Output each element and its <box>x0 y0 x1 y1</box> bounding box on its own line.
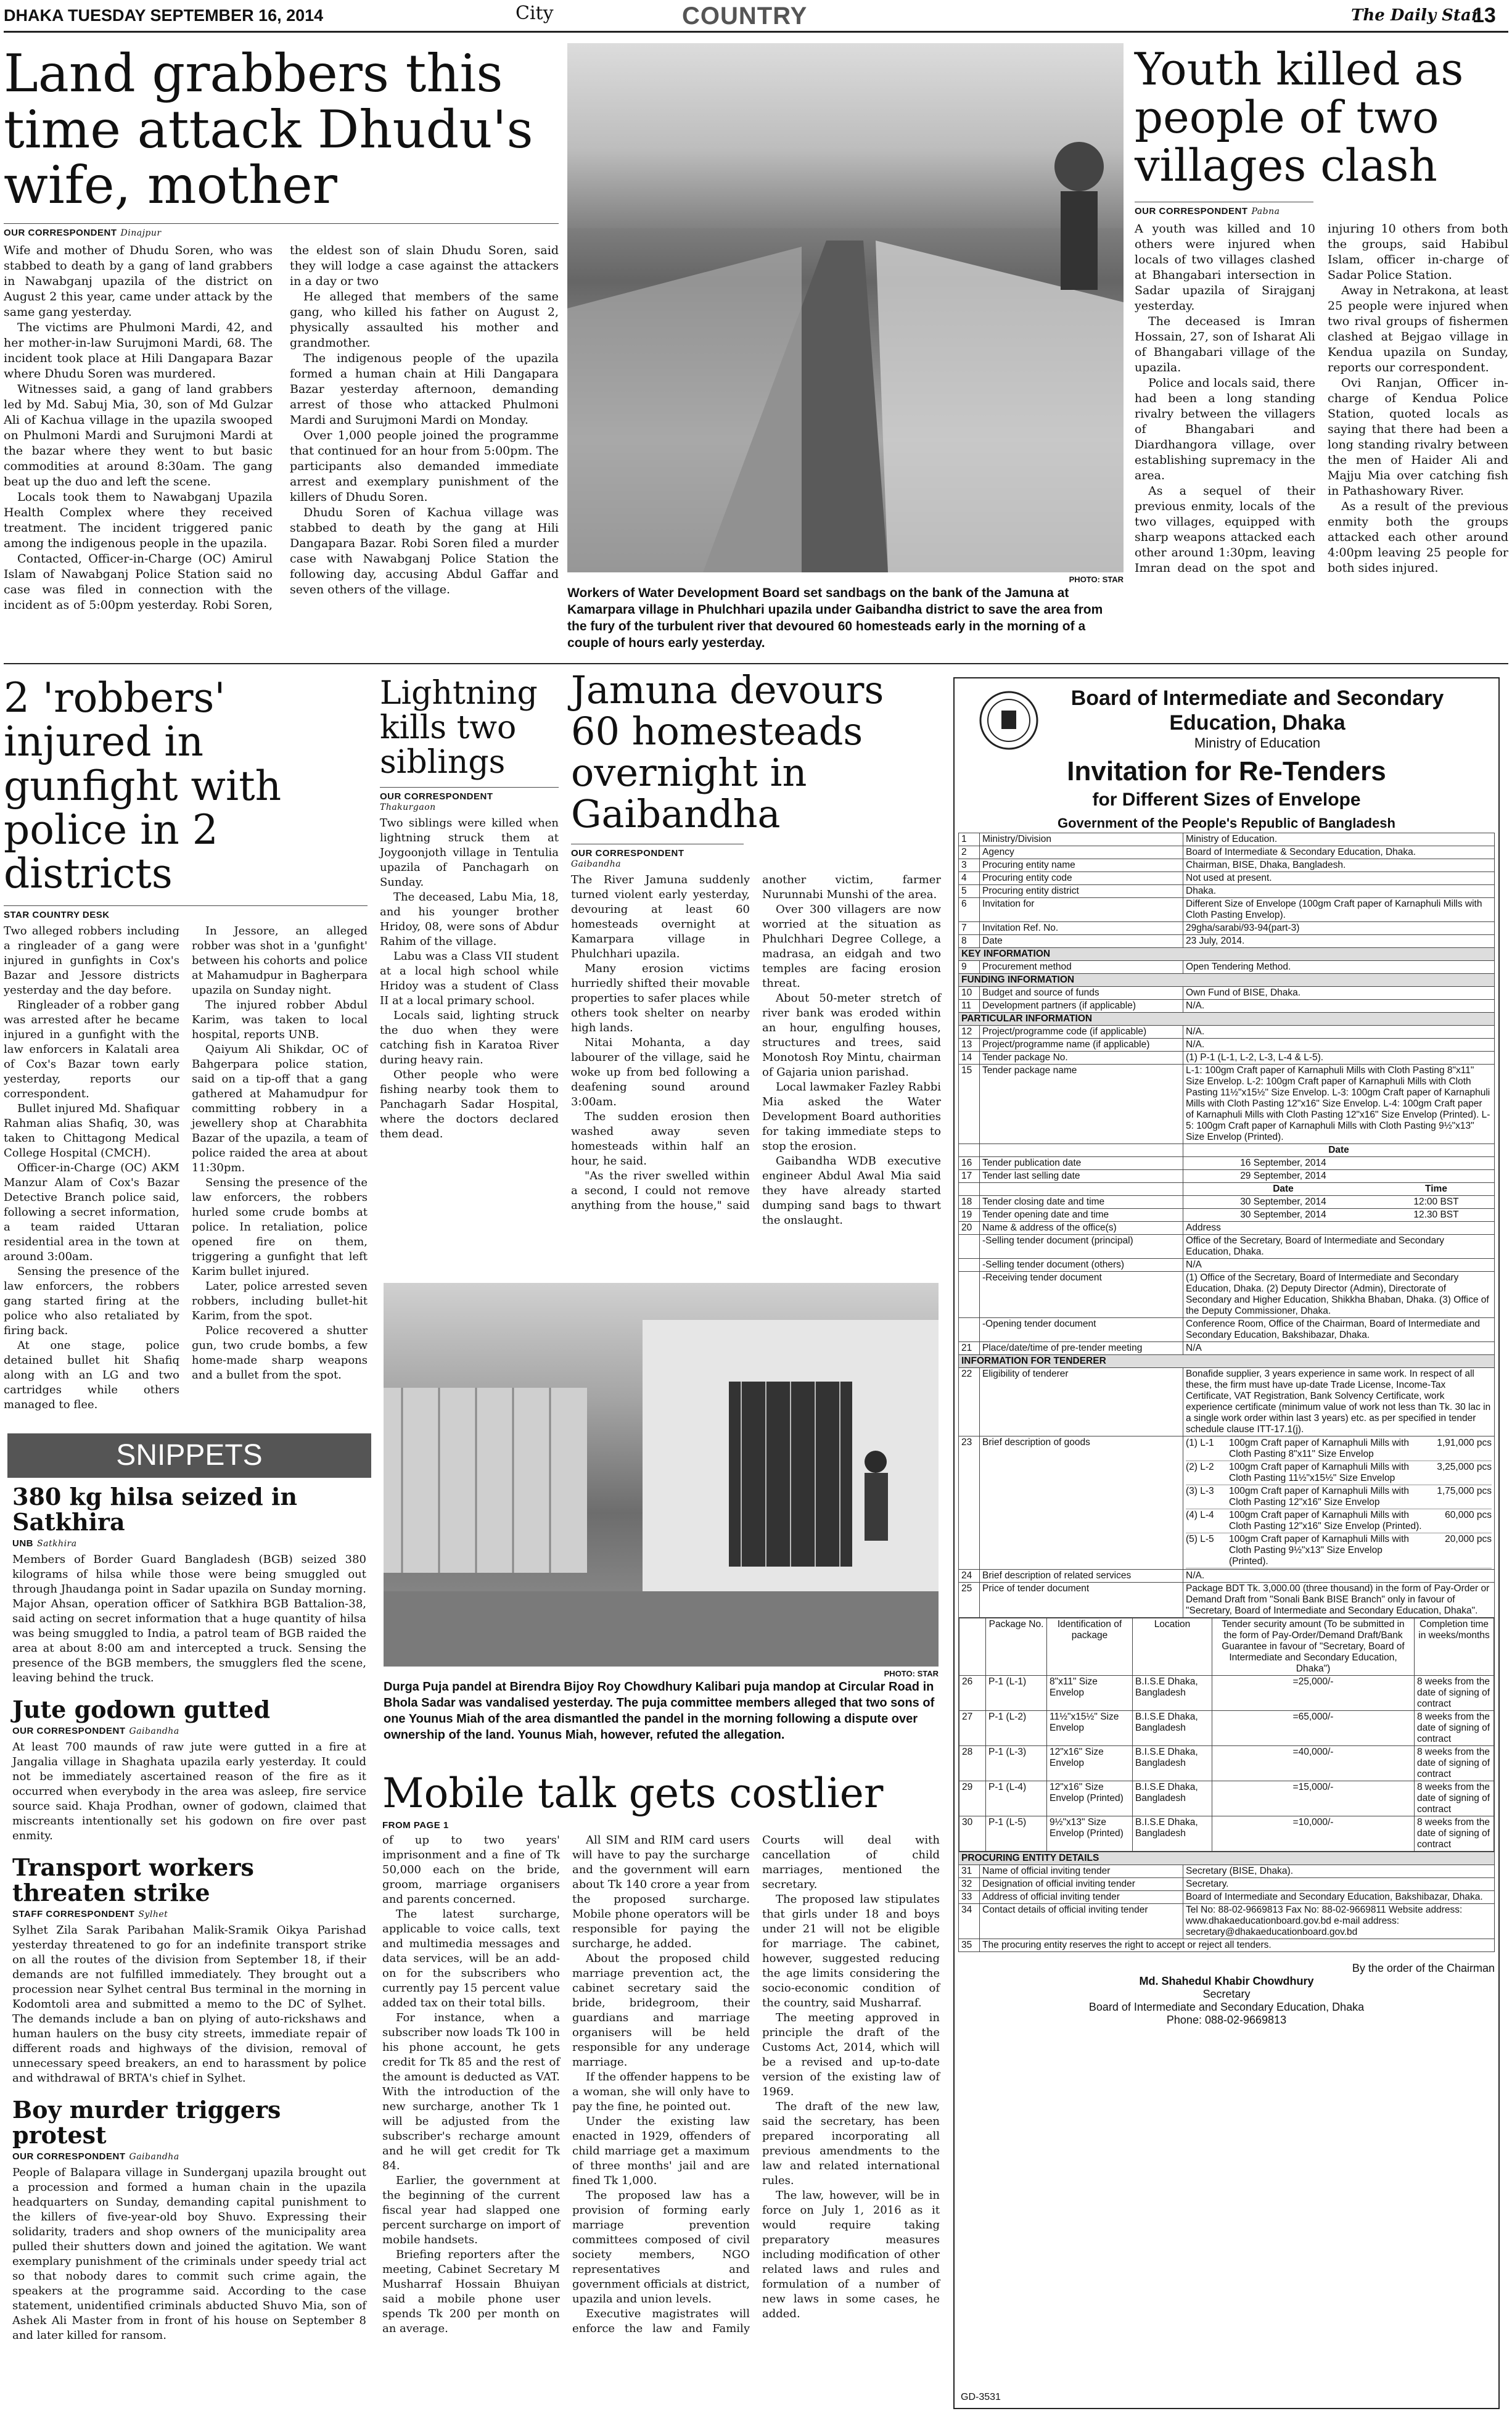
table-cell <box>959 1144 980 1157</box>
article-jamuna <box>571 667 941 1292</box>
table-cell: 35 <box>959 1939 980 1952</box>
table-row <box>959 833 1495 846</box>
table-cell: 34 <box>959 1904 980 1939</box>
article-land-grabbers <box>4 43 559 620</box>
table-cell: (1) Office of the Secretary, Board of Intermediate and Secondary Education, Dhaka. (2) Deputy Director (Admin), Directorate of Secondary and Higher Education, Shikkha Bhaban, Dhaka. (3) Office of the Deputy Commissioner, Dhaka. <box>1183 1272 1495 1318</box>
table-cell <box>980 1183 1183 1196</box>
headline: 2 'robbers' injured in gunfight with police in 2 districts <box>4 674 282 898</box>
masthead-city: City <box>516 2 554 24</box>
table-cell: Conference Room, Office of the Chairman, Board of Intermediate and Secondary Education, Bakshibazar, Dhaka. <box>1183 1318 1495 1342</box>
page-number: 13 <box>1473 4 1496 27</box>
package-row: 29 P-1 (L-4) 12"x16" Size Envelop (Printed) B.I.S.E Dhaka, Bangladesh =15,000/- 8 weeks from the date of signing of contract <box>959 1781 1494 1816</box>
ad-subtitle: for Different Sizes of Envelope <box>1092 789 1361 810</box>
table-cell: Procurement method <box>980 961 1183 974</box>
table-cell: 11 <box>959 1000 980 1013</box>
snippet-body: Sylhet Zila Sarak Paribahan Malik-Sramik Oikya Parishad yesterday threatened to go for an indefinite transport strike on all the routes of the division from September 18, if their demands are not fulfilled immediately. They brought out a procession near Sylhet central Bus terminal in the morning in Kodomtoli area and submitted a memo to the DC of Sylhet. The demands include a ban on plying of auto-rickshaws and human haulers on the busy city streets, immediate repair of different roads and highways of the division, removal of unnecessary speed breakers, an end to harassment by police and withdrawal of BRTA's chief in Sylhet. <box>12 1924 366 2085</box>
table-cell: Name of official inviting tender <box>980 1865 1183 1878</box>
board-seal-icon <box>978 690 1040 751</box>
table-cell: Date <box>1183 1144 1495 1157</box>
table-row <box>959 1052 1495 1065</box>
byline: OUR CORRESPONDENT Gaibandha <box>571 844 744 869</box>
ad-org: Board of Intermediate and Secondary Education, Dhaka <box>1070 686 1444 735</box>
table-row <box>959 1222 1495 1235</box>
table-cell: 6 <box>959 898 980 922</box>
headline: Jamuna devours 60 homesteads overnight in Gaibandha <box>571 667 884 836</box>
table-cell: Invitation Ref. No. <box>980 922 1183 935</box>
table-cell: PARTICULAR INFORMATION <box>959 1013 1495 1026</box>
table-row <box>959 1570 1495 1583</box>
ad-ministry: Ministry of Education <box>1194 735 1321 751</box>
table-cell: 15 <box>959 1065 980 1144</box>
snippet-headline: 380 kg hilsa seized in Satkhira <box>12 1483 298 1536</box>
snippet-body: People of Balapara village in Sunderganj upazila brought out a procession and formed a human chain in the upazila headquarters on Sunday, demanding capital punishment to the killers of five-year-old boy Shuvo. Expressing their solidarity, traders and shop owners of the municipality area pulled their shutters down and joined the agitation. We want exemplary punishment of the criminals under speedy trial act so that nobody dares to commit such crime again, the speakers at the programme said. According to the case statement, unidentified criminals abducted Shuvo Mia, son of Ashek Ali Master from in front of his house on September 8 and later killed for ransom. <box>12 2166 366 2343</box>
table-cell: L-1: 100gm Craft paper of Karnaphuli Mills with Cloth Pasting 8"x11" Size Envelop. L-2: 100gm Craft paper of Karnaphuli Mills with Cloth Pasting 11½"x15½" Size Envelop. L-3: 100gm Craft paper of Karnaphuli Mills with Cloth Pasting 12"x16" Size Envelop. L-4: 100gm Craft paper of Karnaphuli Mills with Cloth Pasting 12"x16" Size Envelop (Printed). L-5: 100gm Craft paper of Karnaphuli Mills with Cloth Pasting 9½"x13" Size Envelop (Printed). <box>1183 1065 1495 1144</box>
table-cell: PROCURING ENTITY DETAILS <box>959 1852 1495 1865</box>
table-cell: 9 <box>959 961 980 974</box>
table-row <box>959 898 1495 922</box>
table-cell: 20 <box>959 1222 980 1235</box>
table-cell: Office of the Secretary, Board of Intermediate and Secondary Education, Dhaka. <box>1183 1235 1495 1259</box>
table-cell: Development partners (if applicable) <box>980 1000 1183 1013</box>
table-cell: 16 <box>959 1157 980 1170</box>
table-cell <box>959 1318 980 1342</box>
table-row <box>959 1891 1495 1904</box>
table-cell: Date Time <box>1183 1183 1495 1196</box>
table-row <box>959 1157 1495 1170</box>
table-cell: N/A <box>1183 1342 1495 1355</box>
table-row <box>959 935 1495 948</box>
table-cell: Address <box>1183 1222 1495 1235</box>
package-row: 27 P-1 (L-2) 11½"x15½" Size Envelop B.I.S.E Dhaka, Bangladesh =65,000/- 8 weeks from the date of signing of contract <box>959 1711 1494 1746</box>
table-row <box>959 1026 1495 1039</box>
table-row <box>959 961 1495 974</box>
photo-credit: PHOTO: STAR <box>1069 575 1124 584</box>
table-cell: Place/date/time of pre-tender meeting <box>980 1342 1183 1355</box>
body: Two siblings were killed when lightning struck them at Joygoonjoth village in Tentulia upazila of Panchagarh on Sunday. The deceased, Labu Mia, 18, and his younger brother Hridoy, 08, were sons of Abdur Rahim of the village. Labu was a Class VII student at a local high school while Hridoy was a student of Class II at a local primary school. Locals said, lighting struck the duo when they were catching fish in Karatoa River during heavy rain. Other people who were fishing nearby took them to Panchagarh Sadar Hospital, where the doctors declared them dead. <box>380 817 559 1141</box>
table-row <box>959 1904 1495 1939</box>
table-cell: Secretary (BISE, Dhaka). <box>1183 1865 1495 1878</box>
table-cell: N/A <box>1183 1259 1495 1272</box>
table-cell: 12 <box>959 1026 980 1039</box>
table-cell: Secretary. <box>1183 1878 1495 1891</box>
table-row <box>959 872 1495 885</box>
package-row: 28 P-1 (L-3) 12"x16" Size Envelop B.I.S.E Dhaka, Bangladesh =40,000/- 8 weeks from the date of signing of contract <box>959 1746 1494 1781</box>
table-cell: Tender closing date and time <box>980 1196 1183 1209</box>
article-youth-killed <box>1135 43 1508 628</box>
table-cell: 32 <box>959 1878 980 1891</box>
table-cell: 29 September, 2014 <box>1183 1170 1495 1183</box>
snippets-box <box>7 1433 371 2413</box>
table-cell: Project/programme code (if applicable) <box>980 1026 1183 1039</box>
table-cell: Date <box>980 935 1183 948</box>
ad-code: GD-3531 <box>961 2392 1001 2402</box>
table-row <box>959 859 1495 872</box>
table-cell: Dhaka. <box>1183 885 1495 898</box>
photo-puja-pandel <box>384 1283 939 1667</box>
table-cell: 13 <box>959 1039 980 1052</box>
table-cell: Project/programme name (if applicable) <box>980 1039 1183 1052</box>
table-cell: Board of Intermediate and Secondary Education, Bakshibazar, Dhaka. <box>1183 1891 1495 1904</box>
ad-signature: By the order of the Chairman Md. Shahedul Khabir Chowdhury Secretary Board of Intermediate and Secondary Education, Dhaka Phone: 088-02-9669813 <box>1088 1962 1495 2026</box>
table-cell: 33 <box>959 1891 980 1904</box>
snippet-transport <box>12 1855 366 2086</box>
table-cell: The procuring entity reserves the right to accept or reject all tenders. <box>980 1939 1495 1952</box>
table-row <box>959 1144 1495 1157</box>
snippet-headline: Transport workers threaten strike <box>12 1853 254 1907</box>
table-row <box>959 987 1495 1000</box>
table-row <box>959 1865 1495 1878</box>
byline: OUR CORRESPONDENT Gaibandha <box>12 1726 179 1737</box>
article-lightning <box>380 676 559 1142</box>
table-cell: 30 September, 2014 12:00 BST <box>1183 1196 1495 1209</box>
headline: Land grabbers this time attack Dhudu's wife, mother <box>4 43 533 216</box>
table-cell: Price of tender document <box>980 1583 1183 1618</box>
table-cell: 24 <box>959 1570 980 1583</box>
photo-sandbags <box>567 43 1124 572</box>
table-cell: 17 <box>959 1170 980 1183</box>
section-row <box>959 974 1495 987</box>
package-row: 26 P-1 (L-1) 8"x11" Size Envelop B.I.S.E Dhaka, Bangladesh =25,000/- 8 weeks from the date of signing of contract <box>959 1676 1494 1711</box>
body: The River Jamuna suddenly turned violent early yesterday, devouring at least 60 homesteads overnight at Kamarpara village in Phulchhari upazila. Many erosion victims hurriedly shifted their movable properties to safer places while others took shelter on nearby high lands. Nitai Mohanta, a day labourer of the village, said he woke up from bed following a deafening sound around 3:00am. The sudden erosion then washed away seven homesteads within half an hour, he said. "As the river swelled within a second, I could not remove anything from the house," said another victim, farmer Nurunnabi Munshi of the area. Over 300 villagers are now worried at the situation as Phulchhari Degree College, a madrasa, an eidgah and two temples are facing erosion threat. About 50-meter stretch of river bank was eroded within an hour, engulfing houses, structures and trees, said Monotosh Roy Mintu, chairman of Gajaria union parishad. Local lawmaker Fazley Rabbi Mia asked the Water Development Board authorities for taking immediate steps to stop the erosion. Gaibandha WDB executive engineer Abdul Awal Mia said they have already started dumping sand bags to thwart the onslaught. <box>571 873 941 1227</box>
table-row <box>959 1436 1495 1570</box>
table-cell: Address of official inviting tender <box>980 1891 1183 1904</box>
snippet-jute <box>12 1697 366 1844</box>
table-cell: (1) P-1 (L-1, L-2, L-3, L-4 & L-5). <box>1183 1052 1495 1065</box>
table-cell: Tender last selling date <box>980 1170 1183 1183</box>
table-cell: Chairman, BISE, Dhaka, Bangladesh. <box>1183 859 1495 872</box>
byline: OUR CORRESPONDENT Dinajpur <box>4 223 559 238</box>
photo-caption: Durga Puja pandel at Birendra Bijoy Roy Chowdhury Kalibari puja mandop at Circular Road in Bhola Sadar was vandalised yesterday. The puja committee members alleged that two sons of one Younus Miah of the area dismantled the pandel in the morning following a dispute over ownership of the land. Younus Miah, however, refuted the allegation. <box>384 1680 935 1742</box>
table-cell: Tender publication date <box>980 1157 1183 1170</box>
body: Two alleged robbers including a ringleader of a gang were injured in gunfights in Cox's Bazar and Jessore districts yesterday and the day before. Ringleader of a robber gang was arrested after he became injured in a gunfight with the law enforcers in Kalatali area of Cox's Bazar town early yesterday, reports our correspondent. Bullet injured Md. Shafiquar Rahman alias Shafiq, 30, was taken to Chittagong Medical College Hospital (CMCH). Officer-in-Charge (OC) AKM Manzur Alam of Cox's Bazar Detective Branch police said, following a secret information, a team raided Uttaran residential area in the town at around 3:00am. Sensing the presence of the law enforcers, the robbers gang started firing at the police who also retaliated by firing back. At one stage, police detained bullet hit Shafiq along with an LG and two cartridges while others managed to flee. In Jessore, an alleged robber was shot in a 'gunfight' between his cohorts and police at Mahamudpur in Bagherpara upazila on Sunday night. The injured robber Abdul Karim, was taken to local hospital, reports UNB. Qaiyum Ali Shikdar, OC of Bahgerpara police station, said on a tip-off that a gang gathered at Mahamudpur for committing robbery in a jewellery shop at Charabhita Bazar of the upazila, a team of police raided the area at about 11:30pm. Sensing the presence of the law enforcers, the robbers hurled some crude bombs at police. In retaliation, police opened fire on them, triggering a gunfight that left Karim bullet injured. Later, police arrested seven robbers, including bullet-hit Karim, from the spot. Police recovered a shutter gun, two crude bombs, a few home-made sharp weapons and a bullet from the spot. <box>4 925 368 1412</box>
table-cell: Not used at present. <box>1183 872 1495 885</box>
snippets-banner: SNIPPETS <box>7 1433 371 1478</box>
table-cell: Ministry/Division <box>980 833 1183 846</box>
snippet-body: At least 700 maunds of raw jute were gutted in a fire at Jangalia village in Shaghata upazila early yesterday. It could not be immediately ascertained reason of the fire as it occurred when everybody in the area was asleep, fire service source said. Khaja Prodhan, owner of godown, claimed that miscreants intentionally set his godown on fire over past enmity. <box>12 1741 366 1843</box>
table-cell: Budget and source of funds <box>980 987 1183 1000</box>
goods-list: (1) L-1 100gm Craft paper of Karnaphuli Mills with Cloth Pasting 8"x11" Size Envelop 1,91,000 pcs (2) L-2 100gm Craft paper of Karnaphuli Mills with Cloth Pasting 11½"x15½" Size Envelop 3,25,000 pcs (3) L-3 100gm Craft paper of Karnaphuli Mills with Cloth Pasting 12"x16" Size Envelop 1,75,000 pcs (4) L-4 100gm Craft paper of Karnaphuli Mills with Cloth Pasting 12"x16" Size Envelop (Printed). 60,000 pcs (5) L-5 100gm Craft paper of Karnaphuli Mills with Cloth Pasting 9½"x13" Size Envelop (Printed). 20,000 pcs <box>1183 1436 1495 1570</box>
table-cell: Open Tendering Method. <box>1183 961 1495 974</box>
table-cell: Designation of official inviting tender <box>980 1878 1183 1891</box>
table-cell: Different Size of Envelope (100gm Craft paper of Karnaphuli Mills with Cloth Pasting Envelop). <box>1183 898 1495 922</box>
section-row <box>959 948 1495 961</box>
section-title: COUNTRY <box>682 2 808 30</box>
headline: Mobile talk gets costlier <box>382 1770 884 1817</box>
table-cell: Agency <box>980 846 1183 859</box>
package-table: Package No. Identification of package Location Tender security amount (To be submitted in the form of Pay-Order/Demand Draft/Bank Guarantee in favour of "Secretary, Board of Intermediate and Secondary Education, Dhaka") Completion time in weeks/months 26 P-1 (L-1) 8"x11" Size Envelop B.I.S.E Dhaka, Bangladesh =25,000/- 8 weeks from the date of signing of contract 27 P-1 (L-2) 11½"x15½" Size Envelop B.I.S.E Dhaka, Bangladesh =65,000/- 8 weeks from the date of signing of contract 28 P-1 (L-3) 12"x16" Size Envelop B.I.S.E Dhaka, Bangladesh =40,000/- 8 weeks from the date of signing of contract 29 P-1 (L-4) 12"x16" Size Envelop (Printed) B.I.S.E Dhaka, Bangladesh =15,000/- 8 weeks from the date of signing of contract 30 P-1 (L-5) 9½"x13" Size Envelop (Printed) B.I.S.E Dhaka, Bangladesh =10,000/- 8 weeks from the date of signing of contract <box>959 1618 1495 1852</box>
table-cell: 21 <box>959 1342 980 1355</box>
paper-logo: The Daily Star <box>1351 6 1480 25</box>
body: of up to two years' imprisonment and a fine of Tk 50,000 each on the bride, groom, marriage organisers and parents concerned. The latest surcharge, applicable to voice calls, text and multimedia messages and data services, will be an add-on for the subscribers who currently pay 15 percent value added tax on their total bills. For instance, when a subscriber now loads Tk 100 in his phone account, he gets credit for Tk 85 and the rest of the amount is deducted as VAT. With the introduction of the new surcharge, another Tk 1 will be adjusted from the subscriber's recharge amount and he will get credit for Tk 84. Earlier, the government at the beginning of the current fiscal year had slapped one percent surcharge on import of mobile handsets. Briefing reporters after the meeting, Cabinet Secretary M Musharraf Hossain Bhuiyan said a mobile phone user spends Tk 200 per month on an average. All SIM and RIM card users will have to pay the surcharge and the government will earn about Tk 140 crore a year from the proposed surcharge. Mobile phone operators will be responsible for paying the surcharge, he added. About the proposed child marriage prevention act, the cabinet secretary said the bride, bridegroom, their guardians and marriage organisers will be held responsible for any underage marriage. If the offender happens to be a woman, she will only have to pay the fine, he pointed out. Under the existing law enacted in 1929, offenders of child marriage get a maximum of three months' jail and are fined Tk 1,000. The proposed law has a provision of forming early marriage prevention committees composed of civil society members, NGO representatives and government officials at district, upazila and union levels. Executive magistrates will enforce the law and Family Courts will deal with cancellation of child marriages, mentioned the secretary. The proposed law stipulates that girls under 18 and boys under 21 will not be eligible for marriage. The cabinet, however, suggested reducing the age limits considering the socio-economic condition of the country, said Musharraf. The meeting approved in principle the draft of the Customs Act, 2014, which will be a revised and up-to-date version of the existing law of 1969. The draft of the new law, said the secretary, has been prepared incorporating all previous amendments to the law and related international rules. The law, however, will be in force on July 1, 2016 as it would require taking preparatory measures including modification of other related laws and rules and formulation of a number of new laws in some cases, he added. <box>382 1834 940 2336</box>
snippet-body: Members of Border Guard Bangladesh (BGB) seized 380 kilograms of hilsa while those were being smuggled out through Jhaudanga point in Sadar upazila on Sunday morning. Major Ahsan, operation officer of Satkhira BGB Battalion-38, said acting on secret information that a huge quantity of hilsa was being smuggled to India, a patrol team of BGB raided the area at about 8:00 am and intercepted a truck. Sensing the presence of the BGB members, the smugglers fled the scene, leaving behind the truck. <box>12 1553 366 1685</box>
byline: STAFF CORRESPONDENT Sylhet <box>12 1909 168 1920</box>
table-cell: Invitation for <box>980 898 1183 922</box>
byline: STAR COUNTRY DESK <box>4 905 368 920</box>
table-cell: 14 <box>959 1052 980 1065</box>
table-cell: Brief description of goods <box>980 1436 1183 1570</box>
table-cell: N/A. <box>1183 1000 1495 1013</box>
table-row <box>959 1039 1495 1052</box>
table-row <box>959 846 1495 859</box>
package-table-row <box>959 1618 1495 1852</box>
table-row <box>959 885 1495 898</box>
table-cell: Contact details of official inviting tender <box>980 1904 1183 1939</box>
table-cell: KEY INFORMATION <box>959 948 1495 961</box>
byline: OUR CORRESPONDENT Pabna <box>1135 202 1313 216</box>
table-cell: -Opening tender document <box>980 1318 1183 1342</box>
table-row <box>959 1170 1495 1183</box>
table-cell: Procuring entity district <box>980 885 1183 898</box>
table-cell: 19 <box>959 1209 980 1222</box>
snippet-hilsa <box>12 1484 366 1686</box>
table-row <box>959 1939 1495 1952</box>
table-cell: 8 <box>959 935 980 948</box>
table-row <box>959 1342 1495 1355</box>
table-cell: -Receiving tender document <box>980 1272 1183 1318</box>
table-cell: 2 <box>959 846 980 859</box>
table-cell: -Selling tender document (others) <box>980 1259 1183 1272</box>
table-cell: Tender opening date and time <box>980 1209 1183 1222</box>
table-cell: 18 <box>959 1196 980 1209</box>
snippet-headline: Jute godown gutted <box>12 1696 271 1724</box>
table-cell <box>959 1259 980 1272</box>
table-cell: 30 September, 2014 12.30 BST <box>1183 1209 1495 1222</box>
table-cell: Procuring entity name <box>980 859 1183 872</box>
article-mobile-talk <box>382 1771 940 2419</box>
table-row <box>959 1000 1495 1013</box>
byline: UNB Satkhira <box>12 1538 77 1549</box>
table-cell: 23 July, 2014. <box>1183 935 1495 948</box>
table-cell: Ministry of Education. <box>1183 833 1495 846</box>
table-cell <box>959 1272 980 1318</box>
table-cell: -Selling tender document (principal) <box>980 1235 1183 1259</box>
table-row <box>959 1318 1495 1342</box>
photo-caption: Workers of Water Development Board set sandbags on the bank of the Jamuna at Kamarpara village in Phulchhari upazila under Gaibandha district to save the area from the fury of the turbulent river that devoured 60 homesteads early in the morning of a couple of hours early yesterday. <box>567 586 1103 650</box>
table-row <box>959 1183 1495 1196</box>
section-row <box>959 1355 1495 1368</box>
divider <box>4 663 1508 664</box>
table-cell: Brief description of related services <box>980 1570 1183 1583</box>
section-row <box>959 1852 1495 1865</box>
ad-govt: Government of the People's Republic of Bangladesh <box>1058 815 1395 831</box>
tender-table <box>958 833 1495 1952</box>
article-robbers <box>4 676 368 1486</box>
snippet-boy-murder <box>12 2097 366 2343</box>
table-row <box>959 1259 1495 1272</box>
table-cell: 7 <box>959 922 980 935</box>
table-cell: Bonafide supplier, 3 years experience in same work. In respect of all these, the firm must have up-date Trade License, Income-Tax Certificate, VAT Registration, Bank Solvency Certificate, work experience certificate (minimum value of work not less than Tk. 30 lac in a single work order within last 3 years) etc. as per specified in tender schedule clause ITT-17.1(j). <box>1183 1368 1495 1436</box>
table-cell: 16 September, 2014 <box>1183 1157 1495 1170</box>
headline: Youth killed as people of two villages clash <box>1135 43 1464 191</box>
table-cell <box>959 1183 980 1196</box>
table-row <box>959 1583 1495 1618</box>
table-cell <box>980 1144 1183 1157</box>
table-cell: Tender package No. <box>980 1052 1183 1065</box>
table-cell: N/A. <box>1183 1026 1495 1039</box>
table-cell: INFORMATION FOR TENDERER <box>959 1355 1495 1368</box>
kicker: FROM PAGE 1 <box>382 1820 449 1831</box>
table-cell: Tel No: 88-02-9669813 Fax No: 88-02-9669811 Website address: www.dhakaeducationboard.gov.bd e-mail address: secretary@dhakaeducationboard.gov.bd <box>1183 1904 1495 1939</box>
table-cell: Package BDT Tk. 3,000.00 (three thousand) in the form of Pay-Order or Demand Draft from "Sonali Bank BISE Branch" only in favour of "Secretary, Board of Intermediate and Secondary Education, Dhaka". <box>1183 1583 1495 1618</box>
ad-title: Invitation for Re-Tenders <box>1067 756 1386 786</box>
table-row <box>959 1209 1495 1222</box>
table-row <box>959 1368 1495 1436</box>
snippet-headline: Boy murder triggers protest <box>12 2096 281 2149</box>
table-cell: 25 <box>959 1583 980 1618</box>
table-cell: 29gha/sarabi/93-94(part-3) <box>1183 922 1495 935</box>
table-cell: Name & address of the office(s) <box>980 1222 1183 1235</box>
byline: OUR CORRESPONDENT Thakurgaon <box>380 787 559 812</box>
table-cell: Eligibility of tenderer <box>980 1368 1183 1436</box>
table-cell: 23 <box>959 1436 980 1570</box>
table-row <box>959 922 1495 935</box>
byline: OUR CORRESPONDENT Gaibandha <box>12 2151 179 2162</box>
table-row <box>959 1196 1495 1209</box>
tender-advertisement <box>953 677 1500 2409</box>
table-cell: 1 <box>959 833 980 846</box>
table-cell: 10 <box>959 987 980 1000</box>
table-cell: Tender package name <box>980 1065 1183 1144</box>
masthead-rule <box>4 31 1508 33</box>
table-row <box>959 1065 1495 1144</box>
table-cell: 31 <box>959 1865 980 1878</box>
table-cell: Procuring entity code <box>980 872 1183 885</box>
body: A youth was killed and 10 others were injured when locals of two villages clashed at Bhangabari intersection in Sadar upazila of Sirajganj yesterday. The deceased is Imran Hossain, 27, son of Isharat Ali of Bhangabari village of the upazila. Police and locals said, there had been a long standing rivalry between the villagers of Bhangabari and Diardhangora village, over establishing supremacy in the area. As a sequel of their previous enmity, locals of the two villages, equipped with sharp weapons attacked each other around 1:30pm, leaving Imran dead on the spot and injuring 10 others from both the groups, said Habibul Islam, officer in-charge of Sadar Police Station. Away in Netrakona, at least 25 people were injured when two rival groups of fishermen clashed at Bejgao village in Kendua upazila on Sunday, reports our correspondent. Ovi Ranjan, Officer in-charge of Kendua Police Station, quoted locals as saying that there had been a long standing rivalry between the men of Haider Ali and Majju Mia over catching fish in Pathashowary River. As a result of the previous enmity both the groups attacked each other around 4:00pm leaving 25 people for both sides injured. <box>1135 222 1508 575</box>
table-cell <box>959 1235 980 1259</box>
package-row: 30 P-1 (L-5) 9½"x13" Size Envelop (Printed) B.I.S.E Dhaka, Bangladesh =10,000/- 8 weeks from the date of signing of contract <box>959 1816 1494 1852</box>
photo-credit: PHOTO: STAR <box>884 1669 939 1678</box>
photo-sandbags-art <box>567 43 1124 572</box>
table-row <box>959 1272 1495 1318</box>
photo-puja-art <box>384 1283 939 1667</box>
section-row <box>959 1013 1495 1026</box>
body: Wife and mother of Dhudu Soren, who was stabbed to death by a gang of land grabbers in Nawabganj upazila of the district on August 2 this year, came under attack by the same gang yesterday. The victims are Phulmoni Mardi, 42, and her mother-in-law Surujmoni Mardi, 68. The incident took place at Hili Dangapara Bazar where Dhudu Soren was murdered. Witnesses said, a gang of land grabbers led by Md. Sabuj Mia, 30, son of Md Gulzar Ali of Kachua village in the upazila swooped on Phulmoni Mardi and Surujmoni Mardi at the bazar where they went to but basic commodities at around 8:30am. The gang beat up the duo and left the scene. Locals took them to Nawabganj Upazila Health Complex where they received treatment. The incident triggered panic among the indigenous people in the upazila. Contacted, Officer-in-Charge (OC) Amirul Islam of Nawabganj Police Station said no case was filed in connection with the incident as of 5:00pm yesterday. Robi Soren, the eldest son of slain Dhudu Soren, said they will lodge a case against the attackers in a day or two He alleged that members of the same gang, who killed his father on August 2, physically assaulted his mother and grandmother. The indigenous people of the upazila formed a human chain at Hili Dangapara Bazar yesterday afternoon, demanding arrest of those who attacked Phulmoni Mardi and Surujmoni Mardi on Monday. Over 1,000 people joined the programme that continued for an hour from 5:00pm. The participants also demanded immediate arrest and exemplary punishment of the killers of Dhudu Soren. Dhudu Soren of Kachua village was stabbed to death by the gang at Hili Dangapara Bazar. Robi Soren filed a murder case with Nawabganj Police Station the following day, accusing Abdul Gaffar and seven others of the village. <box>4 244 559 612</box>
table-cell: 4 <box>959 872 980 885</box>
table-cell: 3 <box>959 859 980 872</box>
table-cell: FUNDING INFORMATION <box>959 974 1495 987</box>
headline: Lightning kills two siblings <box>380 675 538 781</box>
table-cell: 5 <box>959 885 980 898</box>
table-row <box>959 1878 1495 1891</box>
masthead <box>4 2 1508 30</box>
table-row <box>959 1235 1495 1259</box>
table-cell: N/A. <box>1183 1570 1495 1583</box>
table-cell: 22 <box>959 1368 980 1436</box>
table-cell: N/A. <box>1183 1039 1495 1052</box>
table-cell: Own Fund of BISE, Dhaka. <box>1183 987 1495 1000</box>
table-cell: Board of Intermediate & Secondary Education, Dhaka. <box>1183 846 1495 859</box>
masthead-date: DHAKA TUESDAY SEPTEMBER 16, 2014 <box>4 6 324 25</box>
